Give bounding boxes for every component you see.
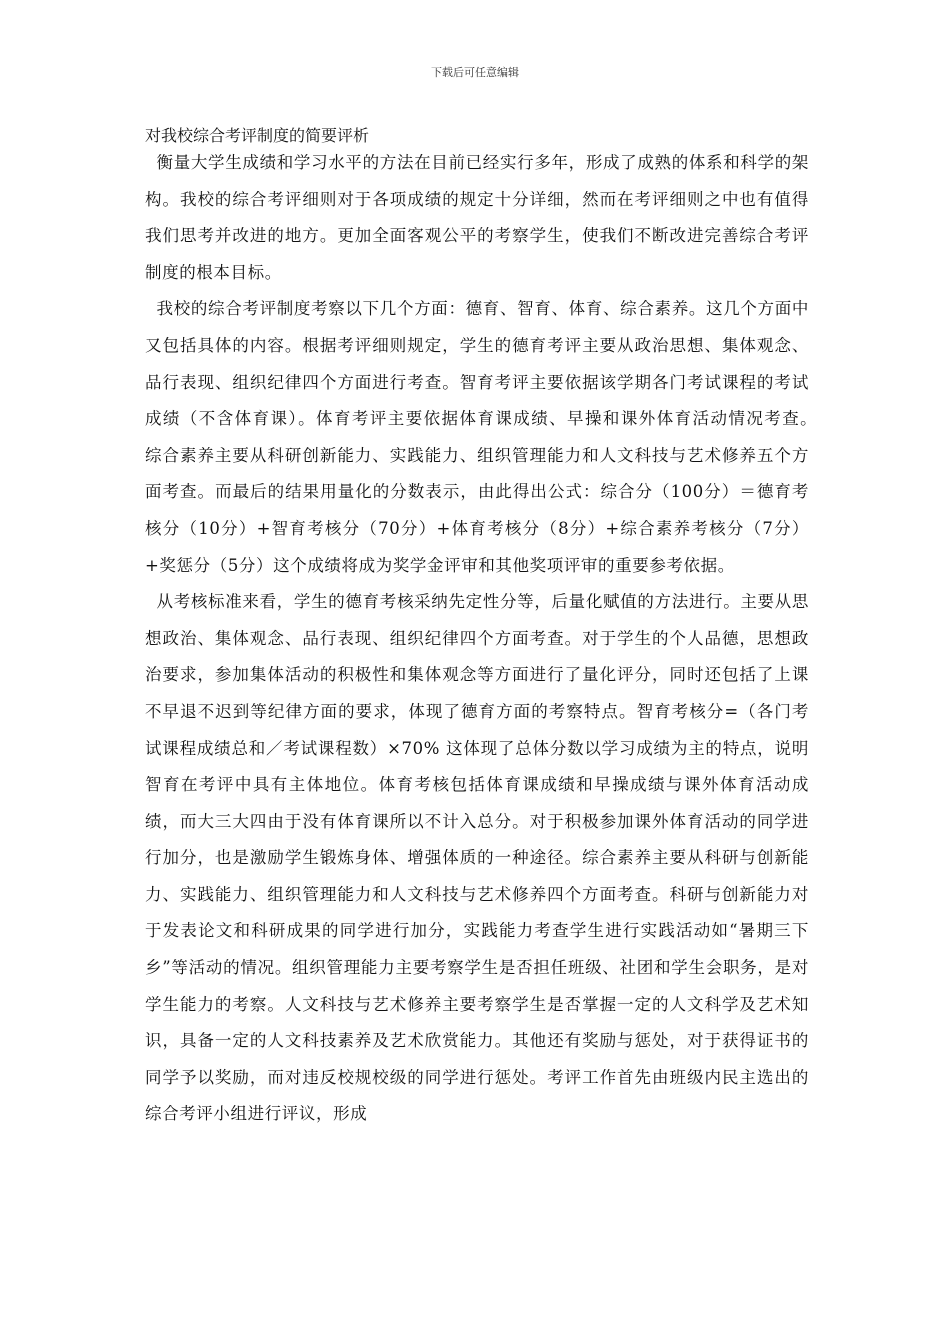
body-paragraph-3: 从考核标准来看，学生的德育考核采纳先定性分等，后量化赋值的方法进行。主要从思想政治、集体观念、品行表现、组织纪律四个方面考查。对于学生的个人品德，思想政治要求，参加集体活动的积极性和集体观念等方面进行了量化评分，同时还包括了上课不早退不迟到等纪律方面的要求，体现了德育方面的考察特点。智育考核分=（各门考试课程成绩总和／考试课程数）×70% 这体现了总体分数以学习成绩为主的特点，说明智育在考评中具有主体地位。体育考核包括体育课成绩和早操成绩与课外体育活动成绩，而大三大四由于没有体育课所以不计入总分。对于积极参加课外体育活动的同学进行加分，也是激励学生锻炼身体、增强体质的一种途径。综合素养主要从科研与创新能力、实践能力、组织管理能力和人文科技与艺术修养四个方面考查。科研与创新能力对于发表论文和科研成果的同学进行加分，实践能力考查学生进行实践活动如“暑期三下乡”等活动的情况。组织管理能力主要考察学生是否担任班级、社团和学生会职务，是对学生能力的考察。人文科技与艺术修养主要考察学生是否掌握一定的人文科学及艺术知识，具备一定的人文科技素养及艺术欣赏能力。其他还有奖励与惩处，对于获得证书的同学予以奖励，而对违反校规校级的同学进行惩处。考评工作首先由班级内民主选出的综合考评小组进行评议，形成 [145,592,809,1124]
document-title: 对我校综合考评制度的简要评析 [145,126,370,145]
page-header: 下载后可任意编辑 [431,66,519,79]
body-paragraph-1: 衡量大学生成绩和学习水平的方法在目前已经实行多年，形成了成熟的体系和科学的架构。我校的综合考评细则对于各项成绩的规定十分详细，然而在考评细则之中也有值得我们思考并改进的地方。更加全面客观公平的考察学生，使我们不断改进完善综合考评制度的根本目标。 [145,153,809,282]
body-paragraph-2: 我校的综合考评制度考察以下几个方面：德育、智育、体育、综合素养。这几个方面中又包括具体的内容。根据考评细则规定，学生的德育考评主要从政治思想、集体观念、品行表现、组织纪律四个方面进行考查。智育考评主要依据该学期各门考试课程的考试成绩（不含体育课）。体育考评主要依据体育课成绩、早操和课外体育活动情况考查。 综合素养主要从科研创新能力、实践能力、组织管理能力和人文科技与艺术修养五个方面考查。而最后的结果用量化的分数表示，由此得出公式：综合分（100分）＝德育考核分（10分）+智育考核分（70分）+体育考核分（8分）+综合素养考核分（7分）+奖惩分（5分）这个成绩将成为奖学金评审和其他奖项评审的重要参考依据。 [145,299,844,575]
document-body [145,145,844,1133]
